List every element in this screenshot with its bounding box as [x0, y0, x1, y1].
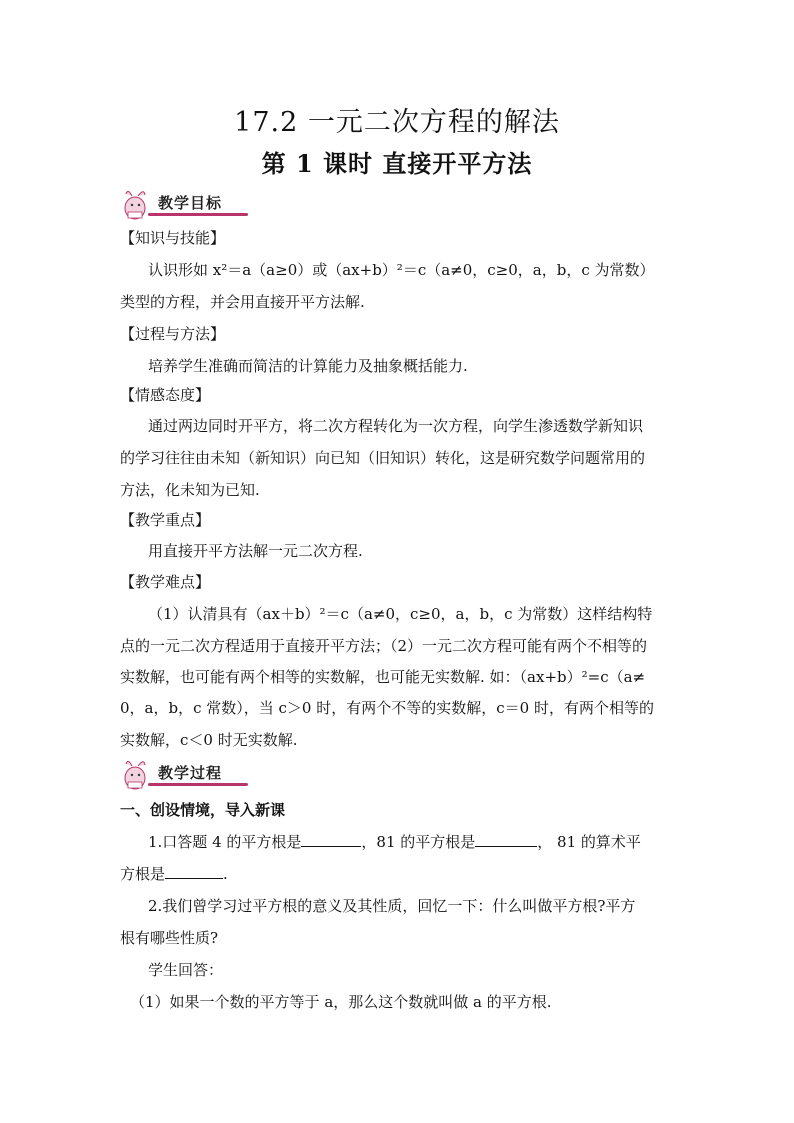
- difficulty-line-4: 0，a，b，c 常数），当 c＞0 时，有两个不等的实数解，c＝0 时，有两个相等的: [120, 699, 654, 717]
- question-1-text-e: .: [223, 865, 228, 883]
- question-1-text-d: 方根是: [120, 865, 166, 883]
- question-1-text-b: ，81 的平方根是: [361, 833, 476, 851]
- question-1-line-1: [148, 826, 708, 858]
- answer-blank: [475, 828, 537, 847]
- attitude-line-2: 的学习往往由未知（新知识）向已知（旧知识）转化，这是研究数学问题常用的: [120, 449, 646, 467]
- badge-underline: [148, 213, 248, 216]
- difficulty-line-3: 实数解，也可能有两个相等的实数解，也可能无实数解. 如：（ax+b）²=c（a≠: [120, 668, 646, 686]
- attitude-line-1: 通过两边同时开平方，将二次方程转化为一次方程，向学生渗透数学新知识: [148, 417, 644, 435]
- document-subtitle: 第 1 课时 直接开平方法: [261, 149, 533, 178]
- badge-label: 教学过程: [158, 764, 223, 782]
- badge-underline: [148, 783, 248, 786]
- question-1-text-c: ， 81 的算术平: [537, 833, 641, 851]
- section-badge-goals: [118, 186, 248, 222]
- document-title: 17.2 一元二次方程的解法: [234, 107, 560, 138]
- key-point-line-1: 用直接开平方法解一元二次方程.: [148, 542, 363, 560]
- knowledge-line-1: 认识形如 x²＝a（a≥0）或（ax+b）²＝c（a≠0，c≥0，a，b，c 为常数）: [148, 261, 655, 279]
- heading-key-point: 【教学重点】: [120, 511, 211, 529]
- difficulty-line-1: （1）认清具有（ax＋b）²＝c（a≠0，c≥0，a，b，c 为常数）这样结构特: [148, 605, 653, 623]
- student-answer-line-1: （1）如果一个数的平方等于 a，那么这个数就叫做 a 的平方根.: [130, 993, 552, 1011]
- answer-blank: [301, 828, 361, 847]
- question-2-line-2: 根有哪些性质?: [120, 929, 219, 947]
- student-answer-label: 学生回答：: [148, 961, 224, 979]
- heading-intro: 一、创设情境，导入新课: [120, 801, 286, 819]
- question-1-line-2: [120, 858, 680, 890]
- cartoon-rabbit-icon: [118, 756, 154, 792]
- attitude-line-3: 方法，化未知为已知.: [120, 481, 260, 499]
- question-2-line-1: 2.我们曾学习过平方根的意义及其性质，回忆一下：什么叫做平方根?平方: [148, 897, 636, 915]
- difficulty-line-2: 点的一元二次方程适用于直接开平方法；（2）一元二次方程可能有两个不相等的: [120, 637, 648, 655]
- knowledge-line-2: 类型的方程，并会用直接开平方法解.: [120, 293, 365, 311]
- badge-label: 教学目标: [158, 194, 223, 212]
- answer-blank: [165, 860, 223, 879]
- question-1-text-a: 1.口答题 4 的平方根是: [148, 833, 302, 851]
- difficulty-line-5: 实数解，c＜0 时无实数解.: [120, 731, 298, 749]
- method-line-1: 培养学生准确而简洁的计算能力及抽象概括能力.: [148, 357, 468, 375]
- heading-difficulty: 【教学难点】: [120, 573, 211, 591]
- heading-attitude: 【情感态度】: [120, 386, 211, 404]
- cartoon-rabbit-icon: [118, 186, 154, 222]
- section-badge-process: [118, 756, 248, 792]
- heading-method: 【过程与方法】: [120, 325, 226, 343]
- heading-knowledge: 【知识与技能】: [120, 229, 226, 247]
